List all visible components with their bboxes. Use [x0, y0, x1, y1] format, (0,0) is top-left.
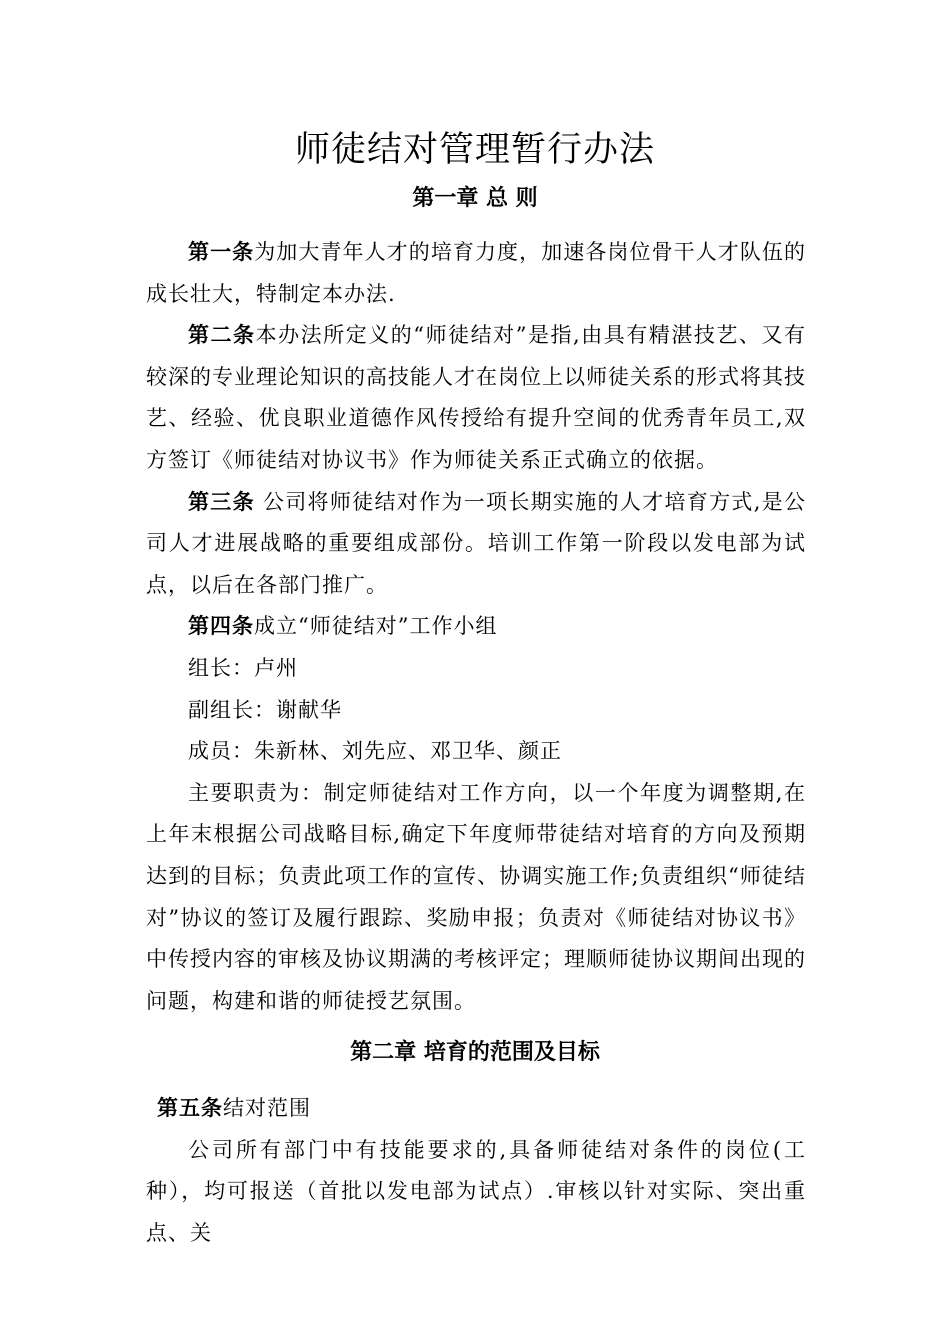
group-members-line: 成员：朱新林、刘先应、邓卫华、颜正 — [188, 739, 562, 764]
article-2-label: 第二条 — [188, 323, 256, 348]
article-2-paragraph — [146, 315, 806, 481]
article-5-label: 第五条 — [157, 1096, 223, 1120]
article-1-paragraph — [146, 232, 806, 315]
article-5-paragraph — [146, 1088, 806, 1130]
document-title: 师徒结对管理暂行办法 — [294, 130, 655, 170]
article-4-label: 第四条 — [188, 614, 254, 639]
article-3-paragraph — [146, 482, 806, 607]
article-2-text: 本办法所定义的“师徒结对”是指,由具有精湛技艺、又有较深的专业理论知识的高技能人才在岗位上以师徒关系的形式将其技艺、经验、优良职业道德作风传授给有提升空间的优秀青年员工,双方签订《师徒结对协议书》作为师徒关系正式确立的依据。 — [146, 323, 806, 472]
article-1-label: 第一条 — [188, 240, 255, 264]
group-vice-leader-line: 副组长：谢献华 — [188, 697, 342, 722]
chapter-1-body — [146, 232, 806, 1022]
article-3-label: 第三条 — [188, 489, 255, 514]
scope-paragraph: 公司所有部门中有技能要求的,具备师徒结对条件的岗位(工种），均可报送（首批以发电部为试点）.审核以针对实际、突出重点、关 — [146, 1137, 806, 1245]
article-1-text: 为加大青年人才的培育力度，加速各岗位骨干人才队伍的成长壮大，特制定本办法. — [146, 240, 807, 306]
chapter-2-body — [146, 1088, 806, 1254]
chapter-1-heading: 第一章 总 则 — [412, 186, 538, 211]
chapter-2-heading: 第二章 培育的范围及目标 — [350, 1040, 600, 1065]
article-4-paragraph — [146, 606, 806, 648]
group-duties-paragraph: 主要职责为：制定师徒结对工作方向，以一个年度为调整期,在上年末根据公司战略目标,确定下年度师带徒结对培育的方向及预期达到的目标；负责此项工作的宣传、协调实施工作;负责组织“师徒结对”协议的签订及履行跟踪、奖励申报；负责对《师徒结对协议书》中传授内容的审核及协议期满的考核评定；理顺师徒协议期间出现的问题，构建和谐的师徒授艺氛围。 — [146, 780, 806, 1013]
group-leader-line: 组长：卢州 — [188, 655, 298, 680]
article-3-text: 公司将师徒结对作为一项长期实施的人才培育方式,是公司人才进展战略的重要组成部份。培训工作第一阶段以发电部为试点，以后在各部门推广。 — [146, 489, 807, 597]
article-5-text: 结对范围 — [223, 1096, 311, 1120]
article-4-text: 成立“师徒结对”工作小组 — [254, 614, 498, 639]
